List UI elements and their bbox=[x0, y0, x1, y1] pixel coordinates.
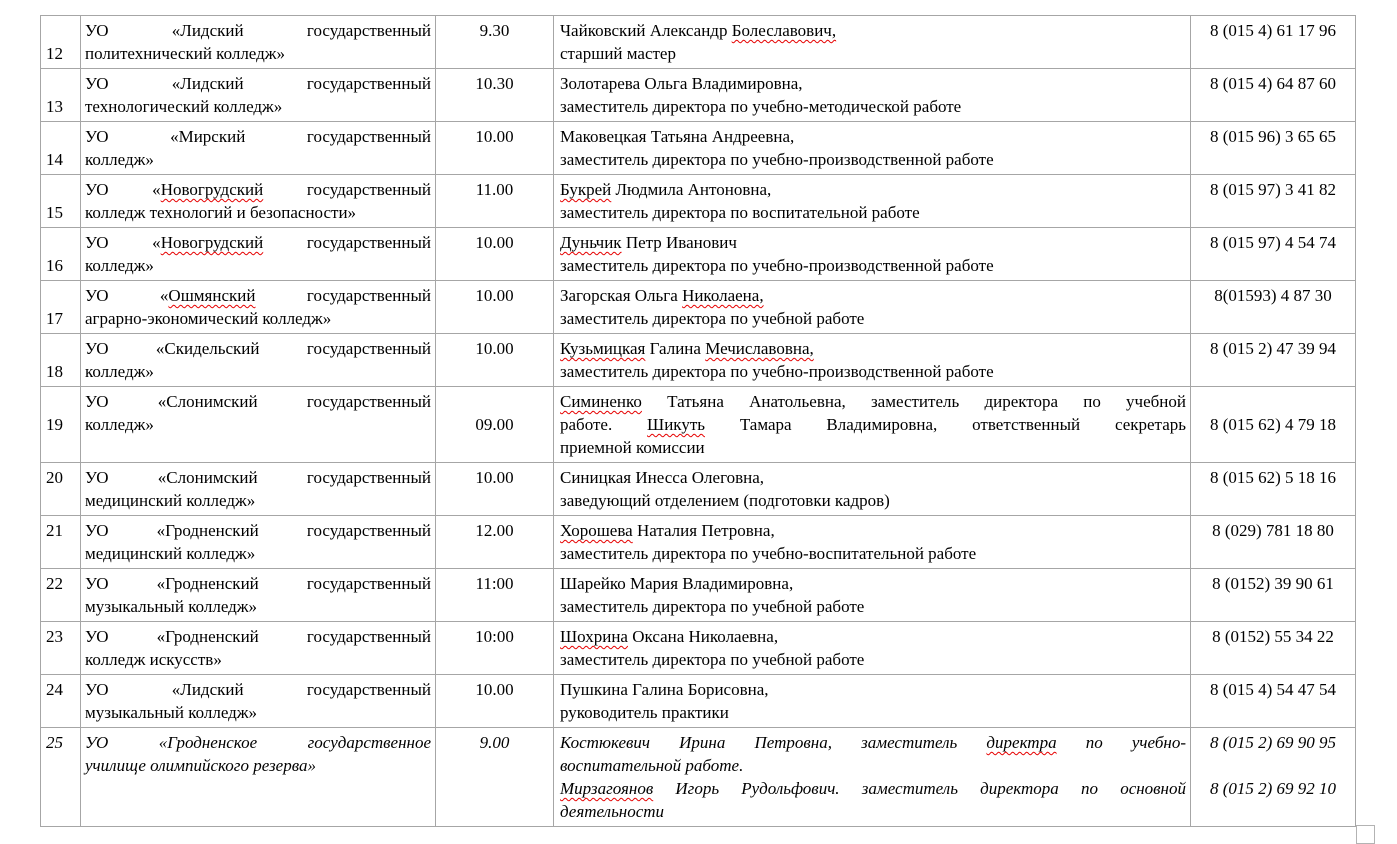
contact-line bbox=[560, 678, 1186, 701]
text-run: училище олимпийского резерва» bbox=[85, 756, 316, 775]
time-cell[interactable] bbox=[436, 16, 554, 69]
institution-cell[interactable] bbox=[81, 728, 436, 827]
row-number: 18 bbox=[46, 362, 63, 381]
row-number: 16 bbox=[46, 256, 63, 275]
contact-line bbox=[560, 284, 1186, 307]
phone-cell[interactable] bbox=[1191, 228, 1356, 281]
contact-cell[interactable] bbox=[554, 175, 1191, 228]
text-run: музыкальный колледж» bbox=[85, 703, 258, 722]
institution-line bbox=[85, 731, 431, 754]
phone-number: 8 (015 4) 61 17 96 bbox=[1209, 21, 1337, 40]
text-run: УО «Гродненский государственный bbox=[85, 627, 431, 646]
contact-line bbox=[560, 625, 1186, 648]
text-run: УО «Гродненский государственный bbox=[85, 521, 431, 540]
text-run: технологический колледж» bbox=[85, 97, 283, 116]
time-cell[interactable] bbox=[436, 69, 554, 122]
time-value: 10.00 bbox=[475, 680, 514, 699]
text-run: по учебно- bbox=[1056, 733, 1186, 752]
contact-line bbox=[560, 436, 1186, 459]
row-number-cell[interactable] bbox=[41, 122, 81, 175]
text-run: заместитель директора по учебно-производственной работе bbox=[560, 256, 994, 275]
institution-line bbox=[85, 466, 431, 489]
institution-line bbox=[85, 231, 431, 254]
contact-line bbox=[560, 337, 1186, 360]
text-run: УО « bbox=[85, 286, 169, 305]
number-spacer bbox=[46, 337, 76, 360]
contact-line bbox=[560, 307, 1186, 330]
text-run: колледж» bbox=[85, 362, 154, 381]
time-cell[interactable] bbox=[436, 675, 554, 728]
text-run: заместитель директора по учебной работе bbox=[560, 650, 865, 669]
misspelled-word: Букрей bbox=[560, 180, 612, 199]
text-run: колледж» bbox=[85, 256, 154, 275]
row-number-cell[interactable] bbox=[41, 16, 81, 69]
table-row bbox=[41, 69, 1356, 122]
text-run: Маковецкая Татьяна Андреевна, bbox=[560, 127, 795, 146]
institution-line bbox=[85, 201, 431, 224]
contact-line bbox=[560, 42, 1186, 65]
table-row bbox=[41, 463, 1356, 516]
text-run: заместитель директора по учебно-воспитательной работе bbox=[560, 544, 977, 563]
text-run: колледж» bbox=[85, 415, 154, 434]
text-run: колледж искусств» bbox=[85, 650, 222, 669]
institution-cell[interactable] bbox=[81, 675, 436, 728]
contact-line bbox=[560, 19, 1186, 42]
institution-line bbox=[85, 72, 431, 95]
contact-line bbox=[560, 148, 1186, 171]
contact-cell[interactable] bbox=[554, 281, 1191, 334]
phone-cell[interactable] bbox=[1191, 281, 1356, 334]
institution-cell[interactable] bbox=[81, 334, 436, 387]
time-value: 11:00 bbox=[475, 574, 514, 593]
text-run: Татьяна Анатольевна, заместитель директора по учебной bbox=[641, 392, 1186, 411]
time-value: 10.00 bbox=[475, 127, 514, 146]
contact-line bbox=[560, 519, 1186, 542]
text-run: Петр Иванович bbox=[621, 233, 737, 252]
contact-cell[interactable] bbox=[554, 516, 1191, 569]
text-run: УО « bbox=[85, 233, 161, 252]
institution-line bbox=[85, 19, 431, 42]
text-run: Оксана Николаевна, bbox=[627, 627, 779, 646]
text-run: работе. bbox=[560, 415, 648, 434]
text-run: заместитель директора по учебной работе bbox=[560, 597, 865, 616]
institution-line bbox=[85, 542, 431, 565]
phone-cell[interactable] bbox=[1191, 16, 1356, 69]
misspelled-word: Болеславович, bbox=[731, 21, 837, 40]
contact-line bbox=[560, 572, 1186, 595]
institution-cell[interactable] bbox=[81, 569, 436, 622]
phone-cell[interactable] bbox=[1191, 334, 1356, 387]
contact-cell[interactable] bbox=[554, 675, 1191, 728]
text-run: Костюкевич Ирина Петровна, заместитель bbox=[560, 733, 987, 752]
phone-number: 8 (0152) 55 34 22 bbox=[1212, 627, 1334, 646]
phone-number: 8 (015 62) 4 79 18 bbox=[1209, 415, 1337, 434]
contact-cell[interactable] bbox=[554, 728, 1191, 827]
phone-number: 8 (015 2) 69 90 95 bbox=[1209, 733, 1337, 752]
misspelled-word: Новогрудский bbox=[160, 233, 264, 252]
phone-cell[interactable] bbox=[1191, 122, 1356, 175]
text-run: Шарейко Мария Владимировна, bbox=[560, 574, 794, 593]
time-cell[interactable] bbox=[436, 281, 554, 334]
table-row bbox=[41, 228, 1356, 281]
misspelled-word: Симиненко bbox=[560, 392, 642, 411]
contact-line bbox=[560, 800, 1186, 823]
text-run: Людмила Антоновна, bbox=[611, 180, 772, 199]
time-cell[interactable] bbox=[436, 622, 554, 675]
text-run: Тамара Владимировна, ответственный секретарь bbox=[705, 415, 1186, 434]
institution-line bbox=[85, 413, 431, 436]
text-run: Чайковский Александр bbox=[560, 21, 732, 40]
text-run: заместитель директора по учебно-производственной работе bbox=[560, 362, 994, 381]
time-value: 9.30 bbox=[479, 21, 510, 40]
row-number-cell[interactable] bbox=[41, 622, 81, 675]
row-number-cell[interactable] bbox=[41, 228, 81, 281]
phone-cell[interactable] bbox=[1191, 516, 1356, 569]
contact-cell[interactable] bbox=[554, 228, 1191, 281]
contact-cell[interactable] bbox=[554, 334, 1191, 387]
text-run: политехнический колледж» bbox=[85, 44, 286, 63]
contact-line bbox=[560, 648, 1186, 671]
contact-line bbox=[560, 201, 1186, 224]
table-row bbox=[41, 122, 1356, 175]
row-number: 19 bbox=[46, 415, 63, 434]
phone-number: 8 (015 2) 47 39 94 bbox=[1209, 339, 1337, 358]
time-value: 10.00 bbox=[475, 339, 514, 358]
phone-cell[interactable] bbox=[1191, 569, 1356, 622]
text-run: УО «Скидельский государственный bbox=[85, 339, 431, 358]
text-run: Золотарева Ольга Владимировна, bbox=[560, 74, 803, 93]
misspelled-word: Мирзагоянов bbox=[560, 779, 654, 798]
institution-line bbox=[85, 360, 431, 383]
contact-cell[interactable] bbox=[554, 69, 1191, 122]
text-run: Галина bbox=[645, 339, 706, 358]
table-row bbox=[41, 387, 1356, 463]
phone-number: 8 (015 96) 3 65 65 bbox=[1209, 127, 1337, 146]
phone-cell[interactable] bbox=[1191, 69, 1356, 122]
phone-number: 8 (015 4) 64 87 60 bbox=[1209, 74, 1337, 93]
row-number: 13 bbox=[46, 97, 63, 116]
table-row bbox=[41, 334, 1356, 387]
text-run: заведующий отделением (подготовки кадров) bbox=[560, 491, 890, 510]
time-value: 10.00 bbox=[475, 468, 514, 487]
number-spacer bbox=[46, 231, 76, 254]
text-run: заместитель директора по учебно-производственной работе bbox=[560, 150, 994, 169]
institution-line bbox=[85, 125, 431, 148]
row-number-cell[interactable] bbox=[41, 675, 81, 728]
institution-line bbox=[85, 678, 431, 701]
institution-line bbox=[85, 701, 431, 724]
text-run: Наталия Петровна, bbox=[632, 521, 775, 540]
row-number: 24 bbox=[46, 680, 63, 699]
text-run: УО « bbox=[85, 180, 161, 199]
row-number-cell[interactable] bbox=[41, 569, 81, 622]
row-number-cell[interactable] bbox=[41, 463, 81, 516]
text-run: государственный bbox=[263, 180, 431, 199]
phone-cell[interactable] bbox=[1191, 728, 1356, 827]
contact-line bbox=[560, 178, 1186, 201]
text-run: воспитательной работе. bbox=[560, 756, 744, 775]
contact-line bbox=[560, 125, 1186, 148]
table-row bbox=[41, 728, 1356, 827]
text-run: руководитель практики bbox=[560, 703, 729, 722]
text-run: государственный bbox=[255, 286, 431, 305]
row-number-cell[interactable] bbox=[41, 516, 81, 569]
time-value: 12.00 bbox=[475, 521, 514, 540]
table-row bbox=[41, 281, 1356, 334]
institution-line bbox=[85, 148, 431, 171]
number-spacer bbox=[46, 178, 76, 201]
institution-line bbox=[85, 95, 431, 118]
phone-cell[interactable] bbox=[1191, 175, 1356, 228]
text-run: медицинский колледж» bbox=[85, 544, 256, 563]
misspelled-word: Кузьмицкая bbox=[560, 339, 646, 358]
time-value: 10.00 bbox=[475, 233, 514, 252]
institution-line bbox=[85, 754, 431, 777]
text-run: Загорская Ольга bbox=[560, 286, 683, 305]
text-run: старший мастер bbox=[560, 44, 676, 63]
contact-line bbox=[560, 390, 1186, 413]
institution-cell[interactable] bbox=[81, 69, 436, 122]
row-number: 25 bbox=[46, 733, 63, 752]
institution-line bbox=[85, 489, 431, 512]
time-cell[interactable] bbox=[436, 569, 554, 622]
text-run: государственный bbox=[263, 233, 431, 252]
table-body bbox=[41, 16, 1356, 827]
misspelled-word: Дуньчик bbox=[560, 233, 622, 252]
phone-number: 8 (015 62) 5 18 16 bbox=[1209, 468, 1337, 487]
number-spacer bbox=[46, 390, 76, 413]
row-number: 15 bbox=[46, 203, 63, 222]
text-run: УО «Мирский государственный bbox=[85, 127, 431, 146]
institution-line bbox=[85, 648, 431, 671]
misspelled-word: Шикуть bbox=[647, 415, 705, 434]
time-value: 09.00 bbox=[475, 415, 514, 434]
institution-line bbox=[85, 519, 431, 542]
number-spacer bbox=[46, 19, 76, 42]
text-run: приемной комиссии bbox=[560, 438, 705, 457]
institution-cell[interactable] bbox=[81, 175, 436, 228]
phone-number: 8 (015 97) 4 54 74 bbox=[1209, 233, 1337, 252]
time-cell[interactable] bbox=[436, 334, 554, 387]
row-number: 22 bbox=[46, 574, 63, 593]
phone-number: 8 (0152) 39 90 61 bbox=[1212, 574, 1334, 593]
table-row bbox=[41, 622, 1356, 675]
text-run: Пушкина Галина Борисовна, bbox=[560, 680, 769, 699]
table-row bbox=[41, 516, 1356, 569]
row-number: 23 bbox=[46, 627, 63, 646]
table-row bbox=[41, 569, 1356, 622]
institution-line bbox=[85, 390, 431, 413]
row-number: 12 bbox=[46, 44, 63, 63]
institution-cell[interactable] bbox=[81, 516, 436, 569]
row-number-cell[interactable] bbox=[41, 387, 81, 463]
row-number: 14 bbox=[46, 150, 63, 169]
time-value: 11.00 bbox=[475, 180, 514, 199]
contact-line bbox=[560, 777, 1186, 800]
institution-line bbox=[85, 625, 431, 648]
text-run: УО «Лидский государственный bbox=[85, 21, 431, 40]
contact-line bbox=[560, 95, 1186, 118]
phone-cell[interactable] bbox=[1191, 463, 1356, 516]
phone-number: 8(01593) 4 87 30 bbox=[1214, 286, 1332, 305]
institution-line bbox=[85, 254, 431, 277]
time-cell[interactable] bbox=[436, 516, 554, 569]
institution-line bbox=[85, 595, 431, 618]
table-row bbox=[41, 675, 1356, 728]
institution-cell[interactable] bbox=[81, 281, 436, 334]
contact-line bbox=[560, 731, 1186, 754]
phone-cell[interactable] bbox=[1191, 622, 1356, 675]
time-value: 10:00 bbox=[475, 627, 514, 646]
misspelled-word: Ошмянский bbox=[168, 286, 256, 305]
table-row bbox=[41, 175, 1356, 228]
text-run: УО «Гродненский государственный bbox=[85, 574, 431, 593]
misspelled-word: директра bbox=[986, 733, 1057, 752]
phone-number: 8 (015 4) 54 47 54 bbox=[1209, 680, 1337, 699]
table-resize-handle[interactable] bbox=[1356, 825, 1375, 844]
misspelled-word: Хорошева bbox=[560, 521, 633, 540]
time-cell[interactable] bbox=[436, 728, 554, 827]
time-value: 9.00 bbox=[479, 733, 510, 752]
contact-line bbox=[560, 254, 1186, 277]
colleges-schedule-table bbox=[40, 15, 1356, 827]
institution-cell[interactable] bbox=[81, 387, 436, 463]
phone-number: 8 (029) 781 18 80 bbox=[1212, 521, 1334, 540]
contact-line bbox=[560, 466, 1186, 489]
contact-cell[interactable] bbox=[554, 122, 1191, 175]
institution-line bbox=[85, 284, 431, 307]
time-cell[interactable] bbox=[436, 175, 554, 228]
misspelled-word: Шохрина bbox=[560, 627, 628, 646]
text-run: колледж» bbox=[85, 150, 154, 169]
text-run: заместитель директора по учебно-методической работе bbox=[560, 97, 962, 116]
contact-cell[interactable] bbox=[554, 463, 1191, 516]
text-run: Синицкая Инесса Олеговна, bbox=[560, 468, 765, 487]
contact-cell[interactable] bbox=[554, 16, 1191, 69]
text-run: аграрно-экономический колледж» bbox=[85, 309, 332, 328]
text-run: деятельности bbox=[560, 802, 665, 821]
number-spacer bbox=[46, 72, 76, 95]
contact-line bbox=[560, 701, 1186, 724]
text-run: музыкальный колледж» bbox=[85, 597, 258, 616]
row-number: 21 bbox=[46, 521, 63, 540]
time-cell[interactable] bbox=[436, 228, 554, 281]
contact-line bbox=[560, 595, 1186, 618]
contact-cell[interactable] bbox=[554, 569, 1191, 622]
institution-line bbox=[85, 337, 431, 360]
row-number-cell[interactable] bbox=[41, 334, 81, 387]
contact-line bbox=[560, 72, 1186, 95]
text-run: УО «Слонимский государственный bbox=[85, 392, 431, 411]
text-run: заместитель директора по учебной работе bbox=[560, 309, 865, 328]
phone-number: 8 (015 2) 69 92 10 bbox=[1209, 779, 1337, 798]
row-number-cell[interactable] bbox=[41, 175, 81, 228]
table-row bbox=[41, 16, 1356, 69]
institution-cell[interactable] bbox=[81, 463, 436, 516]
number-spacer bbox=[46, 125, 76, 148]
text-run: УО «Гродненское государственное bbox=[85, 733, 431, 752]
contact-line bbox=[560, 360, 1186, 383]
contact-line bbox=[560, 542, 1186, 565]
time-cell[interactable] bbox=[436, 122, 554, 175]
time-value: 10.00 bbox=[475, 286, 514, 305]
row-number: 17 bbox=[46, 309, 63, 328]
phone-cell[interactable] bbox=[1191, 675, 1356, 728]
institution-cell[interactable] bbox=[81, 622, 436, 675]
institution-line bbox=[85, 572, 431, 595]
institution-cell[interactable] bbox=[81, 228, 436, 281]
contact-line bbox=[560, 754, 1186, 777]
institution-cell[interactable] bbox=[81, 16, 436, 69]
text-run: УО «Лидский государственный bbox=[85, 680, 431, 699]
contact-cell[interactable] bbox=[554, 622, 1191, 675]
row-number-cell[interactable] bbox=[41, 69, 81, 122]
phone-cell[interactable] bbox=[1191, 387, 1356, 463]
text-run: Игорь Рудольфович. заместитель директора по основной bbox=[653, 779, 1186, 798]
misspelled-word: Новогрудский bbox=[160, 180, 264, 199]
time-cell[interactable] bbox=[436, 387, 554, 463]
phone-number: 8 (015 97) 3 41 82 bbox=[1209, 180, 1337, 199]
text-run: медицинский колледж» bbox=[85, 491, 256, 510]
text-run: колледж технологий и безопасности» bbox=[85, 203, 357, 222]
row-number-cell[interactable] bbox=[41, 728, 81, 827]
contact-line bbox=[560, 413, 1186, 436]
contact-cell[interactable] bbox=[554, 387, 1191, 463]
time-value: 10.30 bbox=[475, 74, 514, 93]
text-run: УО «Лидский государственный bbox=[85, 74, 431, 93]
row-number: 20 bbox=[46, 468, 63, 487]
misspelled-word: Мечиславовна, bbox=[705, 339, 814, 358]
contact-line bbox=[560, 231, 1186, 254]
text-run: УО «Слонимский государственный bbox=[85, 468, 431, 487]
time-cell[interactable] bbox=[436, 463, 554, 516]
contact-line bbox=[560, 489, 1186, 512]
institution-line bbox=[85, 307, 431, 330]
institution-line bbox=[85, 42, 431, 65]
institution-line bbox=[85, 178, 431, 201]
text-run: заместитель директора по воспитательной работе bbox=[560, 203, 920, 222]
misspelled-word: Николаена, bbox=[682, 286, 764, 305]
row-number-cell[interactable] bbox=[41, 281, 81, 334]
institution-cell[interactable] bbox=[81, 122, 436, 175]
number-spacer bbox=[46, 284, 76, 307]
